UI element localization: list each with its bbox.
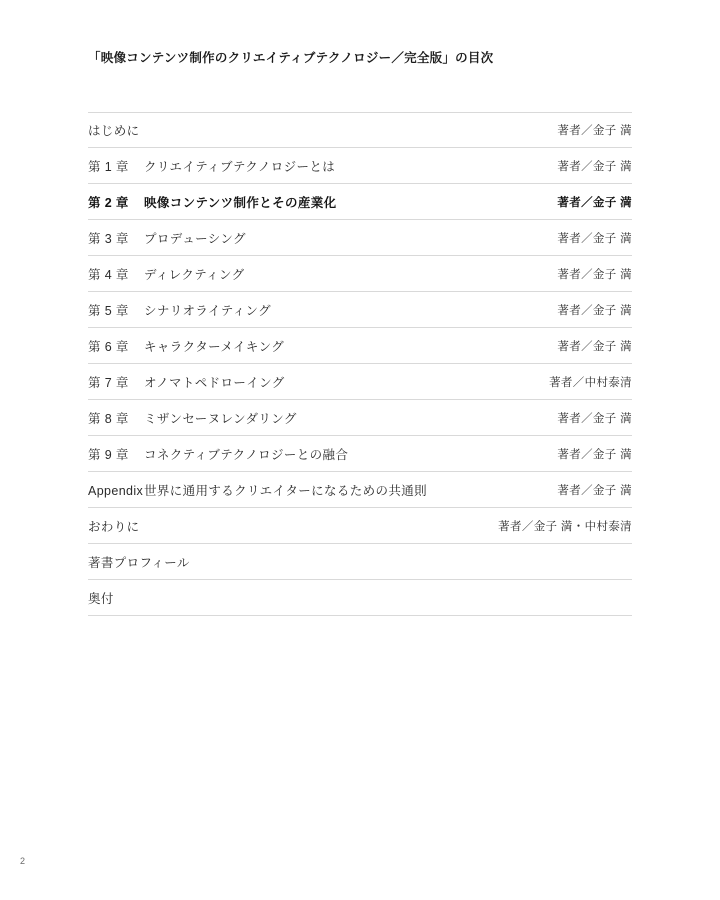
table-of-contents [88,112,632,616]
toc-chapter-title: キャラクターメイキング [144,339,285,354]
toc-row[interactable] [88,400,632,436]
toc-chapter-number: 第 5 章 [88,303,129,318]
toc-row[interactable] [88,436,632,472]
toc-chapter-title: おわりに [88,519,140,534]
toc-row[interactable] [88,256,632,292]
toc-row[interactable] [88,220,632,256]
toc-chapter-number: 第 6 章 [88,339,129,354]
toc-chapter-title: はじめに [88,124,140,138]
toc-row[interactable] [88,580,632,616]
toc-chapter-title: オノマトペドローイング [144,375,285,390]
toc-author: 著者／金子 満 [557,160,632,173]
toc-chapter-number: 第 8 章 [88,411,129,426]
toc-row[interactable] [88,472,632,508]
toc-chapter-number: 第 1 章 [88,159,129,174]
toc-chapter-number: 第 2 章 [88,195,129,210]
toc-entry-left [88,445,348,463]
toc-author: 著者／金子 満 [557,268,632,281]
toc-chapter-title: プロデューシング [144,231,246,246]
toc-entry-left [88,481,427,499]
toc-author: 著者／金子 満 [557,232,632,245]
toc-chapter-title: 奥付 [88,591,114,606]
toc-entry-left [88,157,335,175]
toc-chapter-number: 第 4 章 [88,267,129,282]
toc-chapter-number: 第 7 章 [88,375,129,390]
toc-row[interactable] [88,292,632,328]
toc-author: 著者／金子 満 [557,304,632,317]
toc-author: 著者／金子 満 [557,340,632,353]
toc-entry-left [88,265,245,283]
toc-row[interactable] [88,544,632,580]
toc-author: 著者／金子 満 [557,484,632,497]
toc-author: 著者／中村泰清 [549,376,632,389]
toc-entry-left [88,301,271,319]
toc-author: 著者／金子 満 [557,196,632,209]
toc-entry-left [88,517,140,535]
toc-author: 著者／金子 満 [557,125,632,137]
toc-chapter-title: 世界に通用するクリエイターになるための共通則 [144,483,428,498]
toc-author: 著者／金子 満 [557,448,632,461]
toc-chapter-title: ミザンセーヌレンダリング [144,411,297,426]
toc-chapter-number: 第 9 章 [88,447,129,462]
toc-author: 著者／金子 満 [557,412,632,425]
toc-entry-left [88,229,246,247]
toc-row[interactable] [88,328,632,364]
toc-row[interactable] [88,148,632,184]
toc-author: 著者／金子 満・中村泰清 [498,520,632,533]
toc-entry-left [88,553,190,571]
toc-chapter-number: Appendix [88,483,144,498]
toc-entry-left [88,337,284,355]
toc-row[interactable] [88,364,632,400]
toc-entry-left [88,409,297,427]
toc-chapter-title: ディレクティング [144,267,245,282]
toc-chapter-title: 映像コンテンツ制作とその産業化 [144,195,337,210]
toc-row[interactable] [88,508,632,544]
toc-row[interactable] [88,184,632,220]
page-number: 2 [20,856,26,866]
toc-chapter-title: クリエイティブテクノロジーとは [144,159,336,174]
toc-entry-left [88,589,114,607]
toc-row[interactable] [88,112,632,148]
toc-chapter-title: 著書プロフィール [88,555,190,570]
toc-chapter-title: シナリオライティング [144,303,272,318]
toc-entry-left [88,373,285,391]
toc-chapter-number: 第 3 章 [88,231,129,246]
page-title: 「映像コンテンツ制作のクリエイティブテクノロジー／完全版」の目次 [88,51,494,65]
toc-entry-left [88,121,140,139]
toc-chapter-title: コネクティブテクノロジーとの融合 [144,447,349,462]
toc-entry-left [88,193,337,211]
